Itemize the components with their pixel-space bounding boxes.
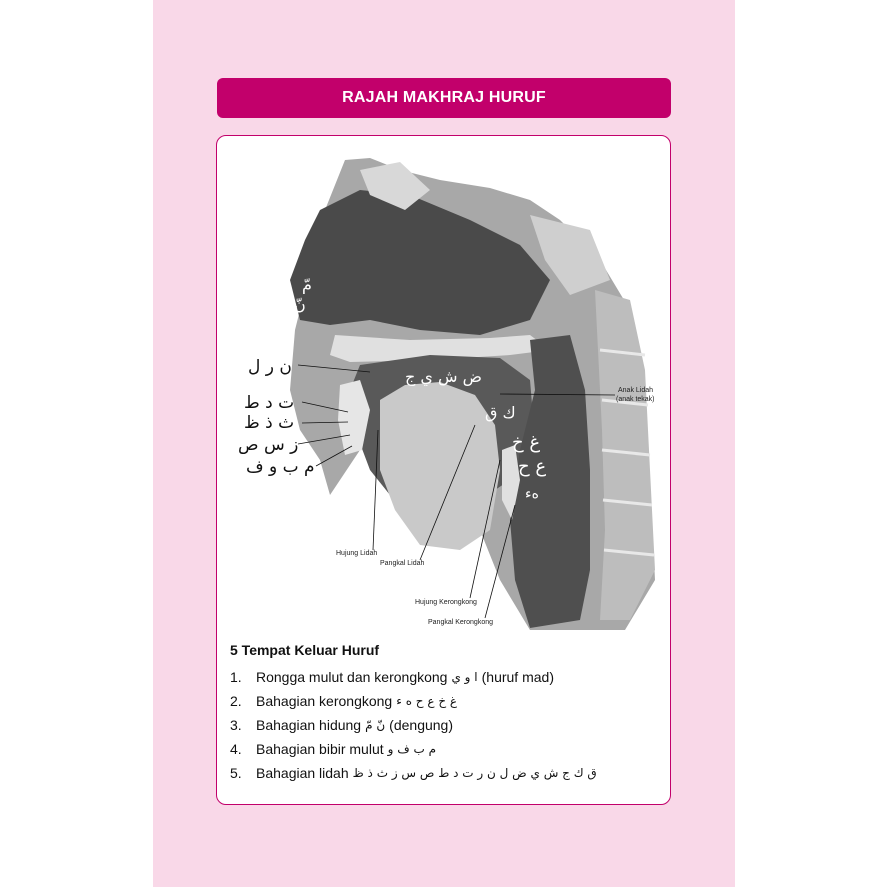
page-title-banner [217,78,671,118]
pangkal-lidah-label: Pangkal Lidah [380,560,425,567]
list-item-text: Rongga mulut dan kerongkong [256,669,448,685]
list-item-arabic: ق ك ج ش ي ض ل ن ر ت د ط ص س ز ث ذ ظ [352,766,597,780]
list-item-arabic: نّ مّ [365,718,386,732]
ain-ha-label: ع ح [518,456,547,477]
tdz-label: ث ذ ظ [244,413,295,433]
list-item-arabic: غ خ ع ح ه ء [396,694,458,708]
mbwf-label: م ب و ف [246,457,315,477]
hujung-lidah-label: Hujung Lidah [336,550,378,557]
list-item-text: Bahagian bibir mulut [256,741,384,757]
tongue [380,382,500,550]
list-item-text: Bahagian kerongkong [256,693,393,709]
qaf-kaf-label: ك ق [485,403,516,422]
zss-label: ز س ص [238,435,299,455]
list-item-number: 1. [230,669,242,685]
list-item-number: 3. [230,717,242,733]
list-item-note: (dengung) [389,717,453,733]
list-item [230,761,660,785]
hujung-kerongkong-label: Hujung Kerongkong [415,599,477,606]
tdt-label: ت د ط [244,393,295,413]
nasal-mim-label: مّ [302,275,312,294]
list-item-text: Bahagian lidah [256,765,349,781]
mouth-throat-diagram [230,150,660,635]
lnr-label: ن ر ل [248,357,292,377]
list-item-arabic: م ب ف و [387,742,437,756]
page-title: RAJAH MAKHRAJ HURUF [342,89,546,106]
list-item-number: 4. [230,741,242,757]
list-item-number: 5. [230,765,242,781]
anak-lidah-label: Anak Lidah [618,387,654,394]
list-item-note: (huruf mad) [481,669,554,685]
makhraj-list [230,665,660,785]
list-item [230,665,660,689]
nasal-nun-label: نّ [294,295,306,314]
anak-tekak-label: (anak tekak) [616,396,655,403]
ha-hamza-label: هء [525,486,539,502]
ghain-kha-label: غ خ [512,432,541,453]
list-item [230,737,660,761]
list-item [230,689,660,713]
list-item-number: 2. [230,693,242,709]
list-item-arabic: ا و ي [451,670,478,684]
list-item-text: Bahagian hidung [256,717,362,733]
list-item [230,713,660,737]
palate-letters-label: ض ش ي ج [405,367,482,386]
list-title: 5 Tempat Keluar Huruf [230,642,380,658]
pangkal-kerongkong-label: Pangkal Kerongkong [428,619,493,626]
